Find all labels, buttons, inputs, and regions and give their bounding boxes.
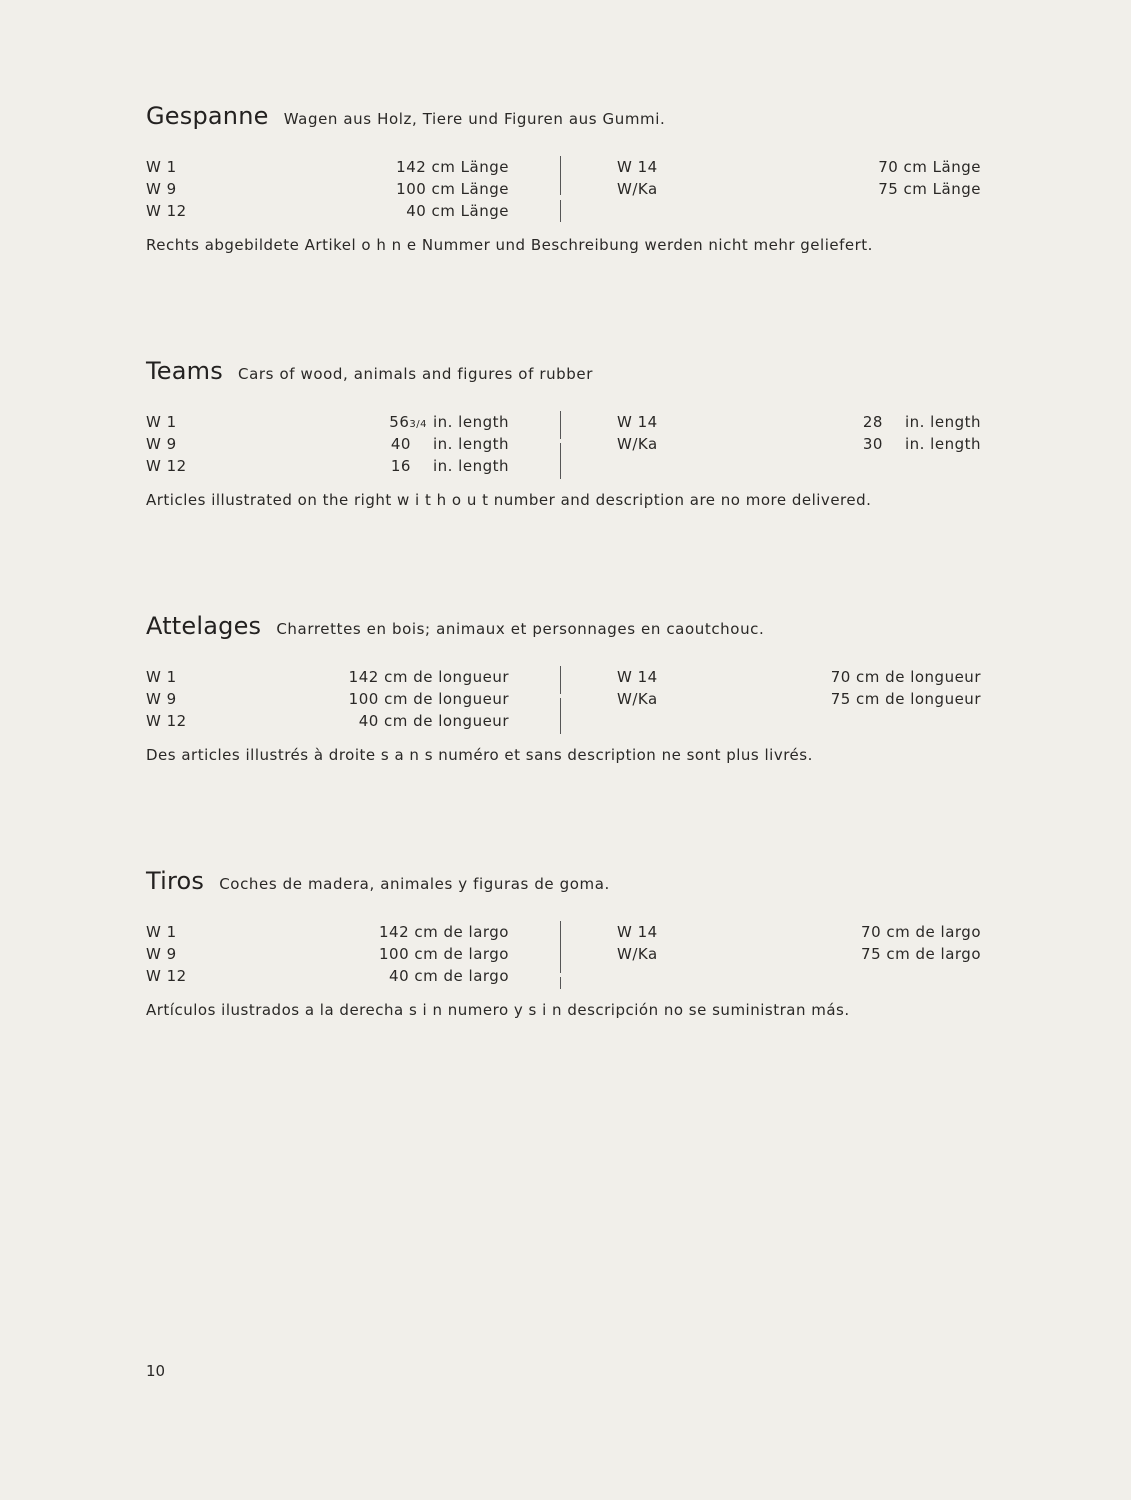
table-row: [146, 158, 986, 180]
item-length: 75 cm Länge: [878, 180, 981, 198]
column-divider: [560, 411, 561, 439]
item-length: [389, 413, 509, 431]
section-title: Teams: [146, 357, 223, 385]
spec-table: [146, 413, 986, 479]
length-number: 56: [389, 413, 410, 431]
table-row: [146, 690, 986, 712]
section-tiros: [146, 867, 986, 1019]
item-code: W 14: [617, 413, 658, 431]
item-code: W 14: [617, 923, 658, 941]
section-heading: [146, 867, 986, 897]
item-length: 100 cm Länge: [396, 180, 509, 198]
item-code: W 12: [146, 967, 187, 985]
section-title: Attelages: [146, 612, 262, 640]
section-title: Gespanne: [146, 102, 269, 130]
item-length: 40 cm Länge: [406, 202, 509, 220]
length-unit: in. length: [904, 413, 981, 431]
length-number: 30: [862, 435, 883, 453]
spec-table: [146, 158, 986, 224]
section-gespanne: [146, 102, 986, 254]
item-length: 70 cm de largo: [861, 923, 981, 941]
column-divider: [560, 666, 561, 694]
section-heading: [146, 612, 986, 642]
table-row: [146, 202, 986, 224]
table-row: [146, 180, 986, 202]
item-length: 100 cm de largo: [378, 945, 509, 963]
table-row: [146, 668, 986, 690]
item-length: 100 cm de longueur: [348, 690, 509, 708]
item-length: [863, 435, 981, 453]
table-row: [146, 945, 986, 967]
section-note: Artículos ilustrados a la derecha s i n numero y s i n descripción no se suministran más.: [146, 1001, 850, 1019]
column-divider: [560, 698, 561, 734]
length-unit: in. length: [432, 435, 509, 453]
section-teams: [146, 357, 986, 509]
item-code: W/Ka: [617, 945, 658, 963]
item-code: W/Ka: [617, 180, 658, 198]
item-length: 142 cm Länge: [396, 158, 509, 176]
item-code: W 12: [146, 457, 187, 475]
spec-table: [146, 668, 986, 734]
section-note: Articles illustrated on the right w i t h o u t number and description are no more delivered.: [146, 491, 872, 509]
item-code: W 12: [146, 202, 187, 220]
item-length: [391, 457, 509, 475]
column-divider: [560, 200, 561, 222]
length-unit: in. length: [432, 457, 509, 475]
item-length: [391, 435, 509, 453]
item-code: W 9: [146, 180, 177, 198]
item-code: W 1: [146, 923, 177, 941]
section-subtitle: Cars of wood, animals and figures of rubber: [238, 365, 594, 383]
table-row: [146, 712, 986, 734]
item-length: 75 cm de largo: [861, 945, 981, 963]
item-length: 70 cm Länge: [878, 158, 981, 176]
section-subtitle: Charrettes en bois; animaux et personnages en caoutchouc.: [276, 620, 765, 638]
item-length: 40 cm de longueur: [358, 712, 509, 730]
column-divider: [560, 443, 561, 479]
section-heading: [146, 102, 986, 132]
length-number: 40: [390, 435, 411, 453]
length-number: 28: [862, 413, 883, 431]
length-unit: in. length: [904, 435, 981, 453]
table-row: [146, 413, 986, 435]
section-title: Tiros: [146, 867, 205, 895]
page-number: 10: [146, 1362, 166, 1380]
table-row: [146, 923, 986, 945]
item-code: W 14: [617, 158, 658, 176]
item-code: W 14: [617, 668, 658, 686]
item-length: 142 cm de longueur: [348, 668, 509, 686]
item-code: W 1: [146, 668, 177, 686]
item-length: 40 cm de largo: [389, 967, 509, 985]
column-divider: [560, 921, 561, 973]
item-code: W 12: [146, 712, 187, 730]
item-code: W/Ka: [617, 435, 658, 453]
item-code: W 9: [146, 690, 177, 708]
length-fraction: 3/4: [409, 419, 427, 430]
section-note: Rechts abgebildete Artikel o h n e Nummer und Beschreibung werden nicht mehr geliefert.: [146, 236, 873, 254]
section-heading: [146, 357, 986, 387]
section-subtitle: Wagen aus Holz, Tiere und Figuren aus Gummi.: [283, 110, 666, 128]
section-note: Des articles illustrés à droite s a n s numéro et sans description ne sont plus livrés.: [146, 746, 813, 764]
item-length: [863, 413, 981, 431]
item-code: W/Ka: [617, 690, 658, 708]
item-code: W 9: [146, 945, 177, 963]
table-row: [146, 435, 986, 457]
section-attelages: [146, 612, 986, 764]
item-length: 75 cm de longueur: [830, 690, 981, 708]
item-length: 142 cm de largo: [378, 923, 509, 941]
section-subtitle: Coches de madera, animales y figuras de goma.: [219, 875, 610, 893]
item-length: 70 cm de longueur: [830, 668, 981, 686]
spec-table: [146, 923, 986, 989]
column-divider: [560, 156, 561, 195]
table-row: [146, 457, 986, 479]
column-divider: [560, 977, 561, 989]
table-row: [146, 967, 986, 989]
length-unit: in. length: [432, 413, 509, 431]
item-code: W 1: [146, 413, 177, 431]
item-code: W 1: [146, 158, 177, 176]
item-code: W 9: [146, 435, 177, 453]
length-number: 16: [390, 457, 411, 475]
